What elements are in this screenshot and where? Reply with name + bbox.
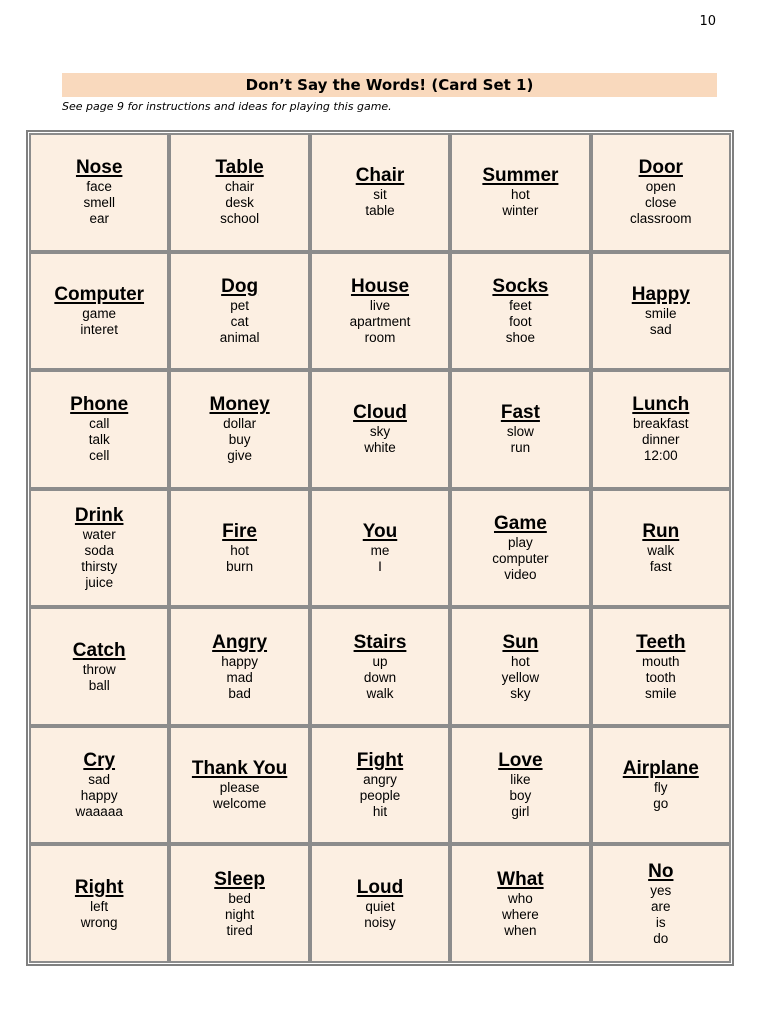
card-hint: go [653, 796, 669, 812]
card-word: Fast [500, 402, 540, 424]
card-hint: call [89, 416, 110, 432]
card-hint: room [364, 329, 396, 345]
card-hint: are [651, 898, 671, 914]
card-hint: open [645, 179, 676, 195]
card-hints [502, 187, 538, 219]
card [170, 727, 308, 844]
card-hint: quiet [365, 898, 395, 914]
card-hint: happy [80, 788, 118, 804]
card [311, 371, 449, 488]
card-hints [226, 543, 253, 575]
card [592, 134, 730, 251]
card-hint: walk [366, 685, 394, 701]
card-hints [371, 543, 390, 575]
card-word: Catch [72, 639, 126, 661]
card [592, 608, 730, 725]
card [30, 490, 168, 607]
card-hint: slow [506, 424, 534, 440]
card-hint: smile [645, 685, 677, 701]
card-hint: chair [224, 179, 255, 195]
card-hint: white [364, 440, 396, 456]
card-word: Teeth [636, 631, 686, 653]
card [30, 727, 168, 844]
card-hint: apartment [349, 313, 411, 329]
card-word: Door [638, 157, 683, 179]
card-word: Sun [502, 631, 539, 653]
card-hint: computer [492, 550, 549, 566]
card-hint: give [227, 448, 252, 464]
card-hint: soda [84, 542, 114, 558]
card-word: Computer [54, 283, 145, 305]
card-hints [220, 298, 260, 346]
card-hint: angry [363, 772, 397, 788]
card [592, 490, 730, 607]
card-hint: up [372, 653, 388, 669]
card-hints [647, 543, 674, 575]
card-hint: smile [645, 305, 677, 321]
card-hints [364, 424, 396, 456]
page-subtitle: See page 9 for instructions and ideas for playing this game. [62, 100, 392, 113]
card-hint: talk [88, 432, 110, 448]
card-hints [507, 424, 534, 456]
card-word: Loud [356, 876, 404, 898]
card-hint: sad [649, 321, 672, 337]
card-grid [26, 130, 734, 966]
card-hint: 12:00 [643, 448, 678, 464]
card [30, 608, 168, 725]
card-hints [506, 298, 535, 346]
card-word: House [350, 275, 410, 297]
card [30, 134, 168, 251]
card-word: Nose [75, 157, 123, 179]
card-word: Money [209, 394, 270, 416]
card-hint: welcome [212, 796, 267, 812]
card [30, 845, 168, 962]
card-hints [213, 780, 266, 812]
card [311, 727, 449, 844]
card [451, 608, 589, 725]
card [592, 727, 730, 844]
card-hints [83, 179, 115, 227]
card-word: Cry [83, 750, 116, 772]
card-hints [633, 416, 689, 464]
card-hint: cat [230, 313, 249, 329]
card-hints [223, 416, 256, 464]
card [170, 371, 308, 488]
card-word: Lunch [632, 394, 690, 416]
card-hint: girl [511, 804, 530, 820]
card-hints [642, 654, 680, 702]
card-hint: do [653, 930, 669, 946]
card-hint: feet [509, 297, 532, 313]
card-hint: people [359, 788, 401, 804]
card-hint: play [508, 534, 533, 550]
page-number: 10 [699, 14, 716, 29]
card-hint: smell [83, 195, 115, 211]
card-word: Phone [70, 394, 129, 416]
card [170, 608, 308, 725]
card-hint: down [363, 669, 397, 685]
card-hints [83, 662, 116, 694]
card-hint: hit [372, 804, 388, 820]
card-hint: foot [509, 313, 532, 329]
card-word: Summer [482, 165, 559, 187]
card-hint: noisy [364, 914, 396, 930]
card-hint: dollar [223, 416, 257, 432]
card-hint: sit [373, 187, 387, 203]
card [592, 845, 730, 962]
card-word: Fight [356, 750, 404, 772]
card [451, 134, 589, 251]
card-hints [80, 306, 118, 338]
card [311, 608, 449, 725]
card-hint: fast [649, 558, 672, 574]
card-word: No [648, 860, 674, 882]
card-hint: boy [509, 788, 532, 804]
card-word: Drink [74, 504, 124, 526]
card-hint: hot [230, 542, 249, 558]
card-hints [365, 187, 394, 219]
card-word: Sleep [214, 868, 265, 890]
card-hint: sad [88, 772, 111, 788]
card-hint: mad [226, 669, 253, 685]
card-hint: juice [85, 574, 114, 590]
card-hint: tooth [645, 669, 676, 685]
card [30, 253, 168, 370]
card [311, 845, 449, 962]
card-word: Stairs [353, 631, 407, 653]
card-hint: wrong [80, 914, 118, 930]
card-hints [76, 772, 123, 820]
card-hints [510, 772, 532, 820]
card-hint: bad [228, 685, 251, 701]
card-hint: water [82, 526, 116, 542]
card [30, 371, 168, 488]
card-hint: me [370, 542, 390, 558]
card-hint: like [510, 772, 531, 788]
card-word: Table [215, 157, 264, 179]
card-hints [645, 306, 677, 338]
card-hint: face [86, 179, 112, 195]
card-word: Fire [222, 520, 258, 542]
card-hint: ear [89, 211, 109, 227]
card-hint: game [82, 305, 117, 321]
card-hint: happy [221, 653, 258, 669]
card-hint: classroom [630, 211, 692, 227]
card [451, 727, 589, 844]
card-hints [81, 899, 118, 931]
card-hint: who [508, 890, 533, 906]
card [170, 253, 308, 370]
card-hints [502, 891, 539, 939]
card-word: Airplane [622, 758, 699, 780]
card-hint: sky [369, 424, 391, 440]
card-word: Right [74, 876, 124, 898]
card-word: Thank You [191, 758, 288, 780]
card-hints [89, 416, 110, 464]
card-hint: is [655, 914, 666, 930]
card [311, 253, 449, 370]
card-hint: throw [82, 661, 116, 677]
card-hint: please [219, 780, 260, 796]
card-hint: table [365, 203, 395, 219]
card-hint: yellow [501, 669, 540, 685]
card-hints [360, 772, 401, 820]
card-hint: run [510, 440, 531, 456]
card-hints [653, 780, 668, 812]
title-bar [62, 73, 717, 97]
card-word: Happy [631, 283, 690, 305]
card-hint: breakfast [633, 416, 689, 432]
card-hint: walk [647, 542, 675, 558]
card-word: You [362, 520, 398, 542]
card-word: Cloud [353, 402, 407, 424]
card-word: Angry [212, 631, 268, 653]
card-hint: ball [88, 677, 110, 693]
card-hint: video [504, 566, 537, 582]
card-hints [650, 883, 671, 947]
card-hint: waaaaa [75, 804, 123, 820]
card-hints [364, 654, 396, 702]
card-word: Chair [355, 165, 405, 187]
card-word: What [497, 868, 544, 890]
card-hints [350, 298, 411, 346]
card-hints [221, 654, 258, 702]
card-hint: sky [510, 685, 531, 701]
card-hint: shoe [505, 329, 536, 345]
card [311, 490, 449, 607]
card [451, 371, 589, 488]
card-hint: close [645, 195, 677, 211]
card-hint: fly [654, 780, 668, 796]
card [451, 845, 589, 962]
card-hints [81, 527, 117, 591]
card-word: Socks [492, 275, 549, 297]
card [311, 134, 449, 251]
card-hint: school [220, 211, 260, 227]
card-hint: burn [226, 558, 254, 574]
card-hints [225, 891, 254, 939]
card [592, 253, 730, 370]
card-hint: pet [230, 297, 249, 313]
card [451, 490, 589, 607]
card-hint: interet [80, 321, 118, 337]
card-hint: dinner [642, 432, 680, 448]
card-hint: cell [89, 448, 110, 464]
card [592, 371, 730, 488]
card [451, 253, 589, 370]
card-hint: buy [228, 432, 251, 448]
card-hint: where [502, 906, 539, 922]
card-hint: live [369, 297, 391, 313]
card [170, 134, 308, 251]
card [170, 490, 308, 607]
card-hint: mouth [642, 653, 680, 669]
card-hint: left [90, 898, 109, 914]
card [170, 845, 308, 962]
card-hint: when [504, 922, 537, 938]
card-hint: night [224, 906, 255, 922]
card-hint: winter [502, 203, 539, 219]
card-hints [502, 654, 540, 702]
card-hint: thirsty [81, 558, 118, 574]
card-hints [630, 179, 692, 227]
card-hints [220, 179, 259, 227]
card-hints [364, 899, 396, 931]
card-word: Game [493, 512, 547, 534]
card-hint: desk [225, 195, 254, 211]
page-title: Don’t Say the Words! (Card Set 1) [245, 76, 534, 94]
card-hint: hot [510, 187, 530, 203]
card-hint: tired [226, 922, 253, 938]
card-hint: hot [510, 653, 530, 669]
card-hints [492, 535, 548, 583]
card-hint: I [378, 558, 382, 574]
card-word: Run [642, 520, 680, 542]
card-word: Love [498, 750, 543, 772]
card-hint: animal [219, 329, 260, 345]
card-word: Dog [221, 275, 259, 297]
card-hint: yes [650, 882, 672, 898]
card-hint: bed [228, 890, 251, 906]
